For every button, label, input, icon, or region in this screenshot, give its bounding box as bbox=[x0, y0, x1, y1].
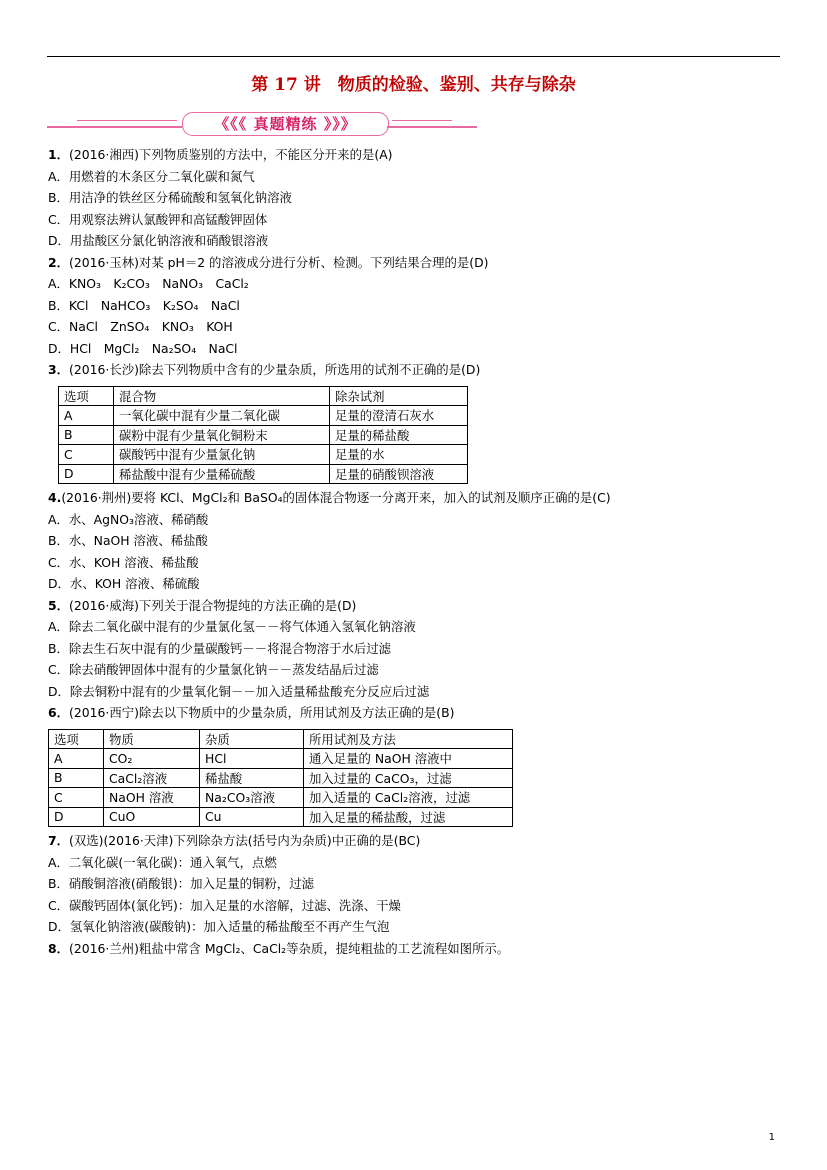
table-cell: 加入过量的 CaCO₃，过滤 bbox=[304, 768, 513, 788]
question-7-option-d: D．氢氧化钠溶液(碳酸钠)：加入适量的稀盐酸至不再产生气泡 bbox=[48, 919, 390, 934]
question-5-stem: 5．(2016·威海)下列关于混合物提纯的方法正确的是(D) bbox=[48, 597, 357, 613]
table-cell: 稀盐酸中混有少量稀硫酸 bbox=[114, 464, 330, 484]
table-cell: A bbox=[59, 406, 114, 426]
table-cell: Na₂CO₃溶液 bbox=[200, 788, 304, 808]
question-1-stem: 1．(2016·湘西)下列物质鉴别的方法中，不能区分开来的是(A) bbox=[48, 147, 393, 162]
question-4-option-d: D．水、KOH 溶液、稀硫酸 bbox=[48, 576, 200, 591]
banner-left-line bbox=[47, 126, 182, 128]
table-cell: CaCl₂溶液 bbox=[104, 768, 200, 788]
table-cell: B bbox=[49, 768, 104, 788]
table-cell: 足量的澄清石灰水 bbox=[330, 406, 468, 426]
question-4-option-b: B．水、NaOH 溶液、稀盐酸 bbox=[48, 533, 208, 548]
table-header-row bbox=[59, 386, 468, 406]
question-5-option-a: A．除去二氧化碳中混有的少量氯化氢－－将气体通入氢氧化钠溶液 bbox=[48, 619, 416, 634]
table-header-cell: 物质 bbox=[104, 729, 200, 749]
table-cell: C bbox=[49, 788, 104, 808]
question-5-option-d: D．除去铜粉中混有的少量氧化铜－－加入适量稀盐酸充分反应后过滤 bbox=[48, 683, 430, 699]
question-6-stem: 6．(2016·西宁)除去以下物质中的少量杂质，所用试剂及方法正确的是(B) bbox=[48, 705, 455, 720]
question-1-option-d: D．用盐酸区分氯化钠溶液和硝酸银溶液 bbox=[48, 233, 269, 248]
question-4-stem: 4.(2016·荆州)要将 KCl、MgCl₂和 BaSO₄的固体混合物逐一分离开来，加入的试剂及顺序正确的是(C) bbox=[48, 490, 611, 505]
table-cell: C bbox=[59, 445, 114, 465]
question-list bbox=[48, 144, 788, 959]
table-cell: 足量的稀盐酸 bbox=[330, 425, 468, 445]
question-2-stem: 2．(2016·玉林)对某 pH＝2 的溶液成分进行分析、检测。下列结果合理的是(D) bbox=[48, 254, 489, 270]
table-cell: NaOH 溶液 bbox=[104, 788, 200, 808]
banner-right-line-thin bbox=[392, 120, 452, 121]
question-4-option-c: C．水、KOH 溶液、稀盐酸 bbox=[48, 554, 199, 570]
question-1-option-b: B．用洁净的铁丝区分稀硫酸和氢氧化钠溶液 bbox=[48, 190, 292, 205]
question-2-option-d: D．HCl MgCl₂ Na₂SO₄ NaCl bbox=[48, 340, 238, 356]
banner-left-line-thin bbox=[77, 120, 177, 121]
question-7-stem: 7．(双选)(2016·天津)下列除杂方法(括号内为杂质)中正确的是(BC) bbox=[48, 833, 421, 848]
table-header-cell: 杂质 bbox=[200, 729, 304, 749]
table-cell: 加入足量的稀盐酸，过滤 bbox=[304, 807, 513, 827]
table-row bbox=[59, 425, 468, 445]
question-4-option-a: A．水、AgNO₃溶液、稀硝酸 bbox=[48, 511, 209, 527]
table-cell: D bbox=[49, 807, 104, 827]
table-row bbox=[49, 749, 513, 769]
question-3-stem: 3．(2016·长沙)除去下列物质中含有的少量杂质，所选用的试剂不正确的是(D) bbox=[48, 362, 481, 377]
table-row bbox=[59, 406, 468, 426]
table-cell: CuO bbox=[104, 807, 200, 827]
question-3-table bbox=[58, 386, 468, 485]
table-cell: B bbox=[59, 425, 114, 445]
table-cell: 足量的硝酸钡溶液 bbox=[330, 464, 468, 484]
question-7-option-b: B．硝酸铜溶液(硝酸银)：加入足量的铜粉，过滤 bbox=[48, 876, 314, 891]
table-header-cell: 选项 bbox=[59, 386, 114, 406]
question-1-option-a: A．用燃着的木条区分二氧化碳和氮气 bbox=[48, 168, 255, 184]
table-row bbox=[49, 768, 513, 788]
table-cell: D bbox=[59, 464, 114, 484]
question-8-stem: 8．(2016·兰州)粗盐中常含 MgCl₂、CaCl₂等杂质，提纯粗盐的工艺流程如图所示。 bbox=[48, 940, 510, 956]
section-banner bbox=[47, 112, 477, 138]
table-cell: 通入足量的 NaOH 溶液中 bbox=[304, 749, 513, 769]
table-row bbox=[49, 807, 513, 827]
question-5-option-b: B．除去生石灰中混有的少量碳酸钙－－将混合物溶于水后过滤 bbox=[48, 640, 392, 656]
banner-badge: 《《《 真题精练 》》》 bbox=[182, 112, 389, 136]
table-row bbox=[59, 445, 468, 465]
table-cell: 碳粉中混有少量氧化铜粉末 bbox=[114, 425, 330, 445]
table-cell: 稀盐酸 bbox=[200, 768, 304, 788]
question-5-option-c: C．除去硝酸钾固体中混有的少量氯化钠－－蒸发结晶后过滤 bbox=[48, 662, 379, 677]
table-cell: Cu bbox=[200, 807, 304, 827]
table-cell: HCl bbox=[200, 749, 304, 769]
question-1-option-c: C．用观察法辨认氯酸钾和高锰酸钾固体 bbox=[48, 211, 268, 227]
page-number: 1 bbox=[768, 1132, 775, 1143]
table-cell: A bbox=[49, 749, 104, 769]
table-header-cell: 混合物 bbox=[114, 386, 330, 406]
table-row bbox=[49, 788, 513, 808]
table-cell: 一氧化碳中混有少量二氧化碳 bbox=[114, 406, 330, 426]
question-6-table bbox=[48, 729, 513, 828]
table-cell: CO₂ bbox=[104, 749, 200, 769]
question-7-option-a: A．二氧化碳(一氧化碳)：通入氧气，点燃 bbox=[48, 854, 277, 870]
banner-right-line bbox=[387, 126, 477, 128]
header-rule bbox=[47, 56, 780, 57]
table-cell: 碳酸钙中混有少量氯化钠 bbox=[114, 445, 330, 465]
question-2-option-a: A．KNO₃ K₂CO₃ NaNO₃ CaCl₂ bbox=[48, 276, 249, 291]
table-row bbox=[59, 464, 468, 484]
table-header-row bbox=[49, 729, 513, 749]
question-7-option-c: C．碳酸钙固体(氯化钙)：加入足量的水溶解，过滤、洗涤、干燥 bbox=[48, 897, 401, 913]
question-2-option-b: B．KCl NaHCO₃ K₂SO₄ NaCl bbox=[48, 297, 240, 313]
page-title: 第 17 讲 物质的检验、鉴别、共存与除杂 bbox=[251, 75, 576, 95]
table-header-cell: 除杂试剂 bbox=[330, 386, 468, 406]
table-cell: 足量的水 bbox=[330, 445, 468, 465]
question-2-option-c: C．NaCl ZnSO₄ KNO₃ KOH bbox=[48, 319, 233, 334]
table-cell: 加入适量的 CaCl₂溶液，过滤 bbox=[304, 788, 513, 808]
table-header-cell: 选项 bbox=[49, 729, 104, 749]
table-header-cell: 所用试剂及方法 bbox=[304, 729, 513, 749]
